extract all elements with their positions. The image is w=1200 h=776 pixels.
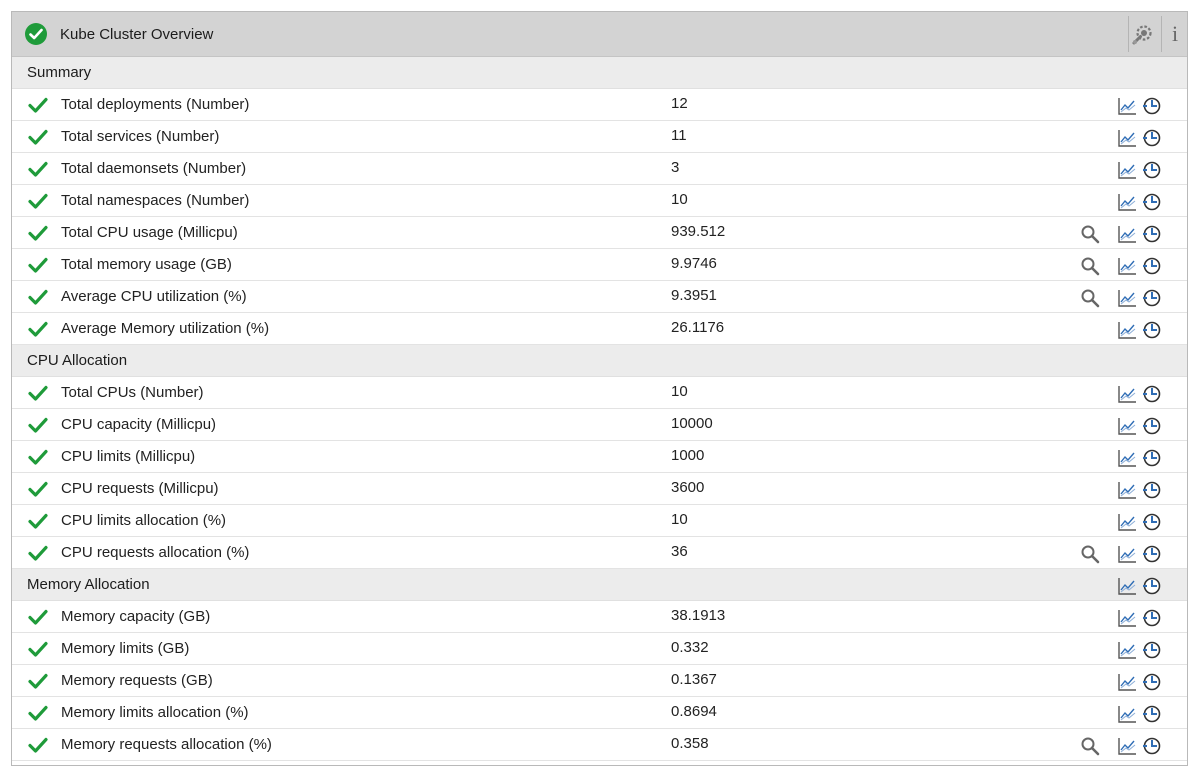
- metric-name: Total CPU usage (Millicpu): [61, 224, 238, 241]
- metric-name: Memory capacity (GB): [61, 608, 211, 625]
- toolbar-divider: [1128, 16, 1129, 52]
- metric-name: CPU limits (Millicpu): [61, 448, 196, 465]
- status-check-icon: [28, 737, 48, 753]
- metric-row[interactable]: [12, 729, 1187, 761]
- status-check-icon: [28, 705, 48, 721]
- line-graph-icon[interactable]: [1117, 544, 1137, 564]
- history-icon[interactable]: [1142, 672, 1162, 692]
- history-icon[interactable]: [1142, 96, 1162, 116]
- metric-name: Memory requests (GB): [61, 672, 213, 689]
- status-check-icon: [28, 289, 48, 305]
- status-check-icon: [28, 97, 48, 113]
- row-actions: [1077, 569, 1167, 601]
- section-header: [12, 345, 1187, 377]
- metric-row[interactable]: [12, 185, 1187, 217]
- metric-value: 0.1367: [671, 671, 717, 688]
- line-graph-icon[interactable]: [1117, 672, 1137, 692]
- metric-row[interactable]: [12, 441, 1187, 473]
- history-icon[interactable]: [1142, 640, 1162, 660]
- metric-value: 1000: [671, 447, 705, 464]
- metric-name: Average Memory utilization (%): [61, 320, 270, 337]
- info-icon[interactable]: i: [1171, 21, 1179, 46]
- line-graph-icon[interactable]: [1117, 192, 1137, 212]
- metric-row[interactable]: [12, 537, 1187, 569]
- metric-row[interactable]: [12, 217, 1187, 249]
- row-actions: [1077, 729, 1167, 761]
- metric-value: 12: [671, 95, 688, 112]
- status-check-icon: [28, 321, 48, 337]
- zoom-icon[interactable]: [1080, 544, 1100, 564]
- history-icon[interactable]: [1142, 224, 1162, 244]
- section-label: CPU Allocation: [27, 352, 128, 369]
- row-actions: [1077, 377, 1167, 409]
- row-actions: [1077, 473, 1167, 505]
- metric-name: Memory limits allocation (%): [61, 704, 249, 721]
- metric-row[interactable]: [12, 633, 1187, 665]
- metric-name: CPU limits allocation (%): [61, 512, 227, 529]
- metric-name: Total deployments (Number): [61, 96, 250, 113]
- metric-value: 939.512: [671, 223, 726, 240]
- zoom-icon[interactable]: [1080, 288, 1100, 308]
- metric-value: 10: [671, 383, 688, 400]
- history-icon[interactable]: [1142, 736, 1162, 756]
- row-actions: [1077, 665, 1167, 697]
- metric-row[interactable]: [12, 601, 1187, 633]
- row-actions: [1077, 249, 1167, 281]
- metric-row[interactable]: [12, 89, 1187, 121]
- history-icon[interactable]: [1142, 576, 1162, 596]
- metric-value: 0.332: [671, 639, 709, 656]
- status-check-icon: [28, 513, 48, 529]
- metric-name: Total services (Number): [61, 128, 220, 145]
- line-graph-icon[interactable]: [1117, 384, 1137, 404]
- metric-value: 36: [671, 543, 688, 560]
- line-graph-icon[interactable]: [1117, 480, 1137, 500]
- section-label: Summary: [27, 64, 92, 81]
- panel-titlebar: [12, 12, 1187, 57]
- history-icon[interactable]: [1142, 704, 1162, 724]
- metric-row[interactable]: [12, 473, 1187, 505]
- metric-row[interactable]: [12, 665, 1187, 697]
- row-actions: [1077, 89, 1167, 121]
- metric-row[interactable]: [12, 281, 1187, 313]
- metric-value: 0.8694: [671, 703, 717, 720]
- line-graph-icon[interactable]: [1117, 608, 1137, 628]
- section-header: [12, 57, 1187, 89]
- metric-row[interactable]: [12, 409, 1187, 441]
- status-check-icon: [28, 225, 48, 241]
- metric-value: 9.3951: [671, 287, 717, 304]
- line-graph-icon[interactable]: [1117, 288, 1137, 308]
- metric-name: Memory requests allocation (%): [61, 736, 272, 753]
- cluster-overview-panel: [11, 11, 1188, 766]
- row-actions: [1077, 217, 1167, 249]
- line-graph-icon[interactable]: [1117, 96, 1137, 116]
- metric-value: 0.358: [671, 735, 709, 752]
- line-graph-icon[interactable]: [1117, 640, 1137, 660]
- line-graph-icon[interactable]: [1117, 704, 1137, 724]
- line-graph-icon[interactable]: [1117, 736, 1137, 756]
- metric-name: CPU requests allocation (%): [61, 544, 250, 561]
- metric-row[interactable]: [12, 697, 1187, 729]
- metrics-table: [12, 57, 1187, 761]
- row-actions: [1077, 697, 1167, 729]
- line-graph-icon[interactable]: [1117, 576, 1137, 596]
- zoom-icon[interactable]: [1080, 256, 1100, 276]
- metric-name: CPU capacity (Millicpu): [61, 416, 217, 433]
- metric-value: 10: [671, 511, 688, 528]
- history-icon[interactable]: [1142, 320, 1162, 340]
- metric-name: Memory limits (GB): [61, 640, 190, 657]
- history-icon[interactable]: [1142, 256, 1162, 276]
- status-check-icon: [28, 609, 48, 625]
- metric-name: Total memory usage (GB): [61, 256, 232, 273]
- status-check-icon: [28, 673, 48, 689]
- row-actions: [1077, 313, 1167, 345]
- metric-value: 10: [671, 191, 688, 208]
- row-actions: [1077, 601, 1167, 633]
- status-check-icon: [28, 417, 48, 433]
- metric-row[interactable]: [12, 313, 1187, 345]
- history-icon[interactable]: [1142, 384, 1162, 404]
- status-check-icon: [28, 385, 48, 401]
- row-actions: [1077, 121, 1167, 153]
- status-check-icon: [28, 193, 48, 209]
- status-check-icon: [28, 481, 48, 497]
- metric-row[interactable]: [12, 377, 1187, 409]
- line-graph-icon[interactable]: [1117, 128, 1137, 148]
- line-graph-icon[interactable]: [1117, 224, 1137, 244]
- metric-name: Total daemonsets (Number): [61, 160, 247, 177]
- metric-row[interactable]: [12, 249, 1187, 281]
- history-icon[interactable]: [1142, 544, 1162, 564]
- line-graph-icon[interactable]: [1117, 320, 1137, 340]
- metric-value: 38.1913: [671, 607, 726, 624]
- line-graph-icon[interactable]: [1117, 448, 1137, 468]
- metric-value: 11: [671, 127, 687, 144]
- metric-row[interactable]: [12, 505, 1187, 537]
- status-check-icon: [28, 257, 48, 273]
- line-graph-icon[interactable]: [1117, 416, 1137, 436]
- history-icon[interactable]: [1142, 416, 1162, 436]
- zoom-icon[interactable]: [1080, 224, 1100, 244]
- status-check-icon: [28, 545, 48, 561]
- metric-value: 9.9746: [671, 255, 717, 272]
- line-graph-icon[interactable]: [1117, 160, 1137, 180]
- row-actions: [1077, 185, 1167, 217]
- section-label: Memory Allocation: [27, 576, 150, 593]
- metric-name: Total namespaces (Number): [61, 192, 250, 209]
- status-check-icon: [28, 641, 48, 657]
- history-icon[interactable]: [1142, 608, 1162, 628]
- metric-name: CPU requests (Millicpu): [61, 480, 219, 497]
- panel-title: Kube Cluster Overview: [60, 25, 214, 43]
- status-check-icon: [28, 129, 48, 145]
- metric-value: 3: [671, 159, 680, 176]
- row-actions: [1077, 153, 1167, 185]
- row-actions: [1077, 441, 1167, 473]
- metric-value: 26.1176: [671, 319, 725, 336]
- line-graph-icon[interactable]: [1117, 256, 1137, 276]
- row-actions: [1077, 537, 1167, 569]
- status-ok-icon: [25, 23, 47, 45]
- history-icon[interactable]: [1142, 192, 1162, 212]
- row-actions: [1077, 505, 1167, 537]
- status-check-icon: [28, 161, 48, 177]
- row-actions: [1077, 281, 1167, 313]
- history-icon[interactable]: [1142, 448, 1162, 468]
- metric-name: Average CPU utilization (%): [61, 288, 247, 305]
- history-icon[interactable]: [1142, 128, 1162, 148]
- metric-value: 3600: [671, 479, 705, 496]
- metric-value: 10000: [671, 415, 713, 432]
- history-icon[interactable]: [1142, 480, 1162, 500]
- section-header: [12, 569, 1187, 601]
- history-icon[interactable]: [1142, 160, 1162, 180]
- wrench-gear-icon[interactable]: [1130, 21, 1156, 47]
- zoom-icon[interactable]: [1080, 736, 1100, 756]
- history-icon[interactable]: [1142, 512, 1162, 532]
- row-actions: [1077, 633, 1167, 665]
- metric-row[interactable]: [12, 153, 1187, 185]
- history-icon[interactable]: [1142, 288, 1162, 308]
- row-actions: [1077, 409, 1167, 441]
- metric-name: Total CPUs (Number): [61, 384, 204, 401]
- status-check-icon: [28, 449, 48, 465]
- line-graph-icon[interactable]: [1117, 512, 1137, 532]
- metric-row[interactable]: [12, 121, 1187, 153]
